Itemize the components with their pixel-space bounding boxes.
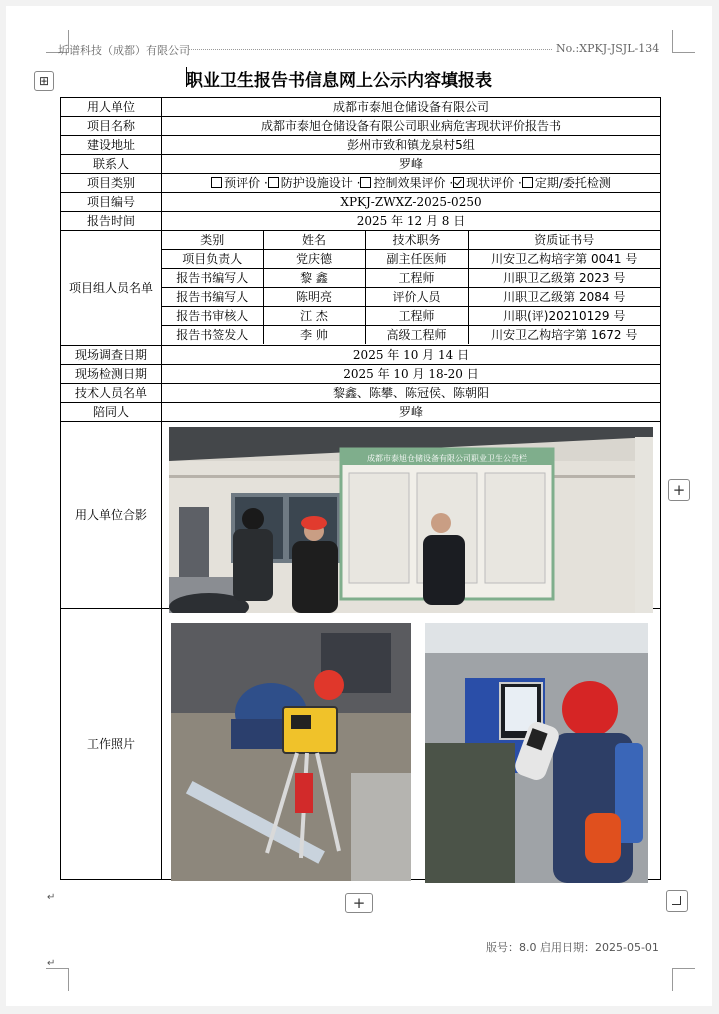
table-row (61, 212, 661, 231)
address-label[interactable]: 建设地址 (61, 136, 162, 155)
team-title[interactable]: 评价人员 (365, 288, 468, 307)
margin-corner-bottom-right (672, 968, 695, 991)
team-role[interactable]: 报告书签发人 (162, 326, 263, 345)
team-header-cert[interactable]: 资质证书号 (468, 231, 660, 250)
team-name[interactable]: 陈明亮 (263, 288, 365, 307)
group-photo-illustration (169, 427, 653, 613)
add-row-icon[interactable]: + (345, 893, 373, 913)
group-photo-label[interactable]: 用人单位合影 (61, 422, 162, 609)
table-row (61, 117, 661, 136)
page-title[interactable]: 职业卫生报告书信息网上公示内容填报表 (186, 71, 492, 91)
employer-value[interactable]: 成都市泰旭仓储设备有限公司 (162, 98, 661, 117)
report-time-label[interactable]: 报告时间 (61, 212, 162, 231)
category-option-periodic[interactable]: · 定期/委托检测 (517, 175, 611, 190)
checkbox-icon[interactable] (268, 177, 279, 188)
team-name[interactable]: 党庆德 (263, 250, 365, 269)
table-row (61, 231, 661, 346)
category-label[interactable]: 项目类别 (61, 174, 162, 193)
table-row (61, 174, 661, 193)
team-title[interactable]: 工程师 (365, 269, 468, 288)
test-date-label[interactable]: 现场检测日期 (61, 365, 162, 384)
checkbox-icon[interactable] (211, 177, 222, 188)
team-label[interactable]: 项目组人员名单 (61, 231, 162, 346)
work-photo-1-illustration (171, 623, 411, 881)
project-name-label[interactable]: 项目名称 (61, 117, 162, 136)
team-cert[interactable]: 川安卫乙构培字第 0041 号 (468, 250, 660, 269)
group-photo-image[interactable] (169, 427, 653, 613)
table-row (61, 193, 661, 212)
table-row (61, 365, 661, 384)
survey-date-value[interactable]: 2025 年 10 月 14 日 (162, 346, 661, 365)
header-doc-number: No.:XPKJ-JSJL-134 (556, 42, 660, 55)
table-move-handle-icon[interactable]: ⊞ (34, 71, 54, 91)
test-date-value[interactable]: 2025 年 10 月 18-20 日 (162, 365, 661, 384)
table-row (61, 346, 661, 365)
project-no-label[interactable]: 项目编号 (61, 193, 162, 212)
project-no-value[interactable]: XPKJ-ZWXZ-2025-0250 (162, 193, 661, 212)
category-options (162, 174, 661, 193)
tech-staff-label[interactable]: 技术人员名单 (61, 384, 162, 403)
margin-corner-top-right (672, 30, 695, 53)
category-option-control[interactable]: · 控制效果评价 (356, 175, 446, 190)
survey-date-label[interactable]: 现场调查日期 (61, 346, 162, 365)
team-row (162, 288, 660, 307)
add-column-icon[interactable]: + (668, 479, 690, 501)
contact-label[interactable]: 联系人 (61, 155, 162, 174)
work-photo-2-illustration (425, 623, 648, 883)
checkbox-icon[interactable] (522, 177, 533, 188)
team-table (162, 231, 660, 344)
checkbox-icon[interactable] (360, 177, 371, 188)
escort-value[interactable]: 罗峰 (162, 403, 661, 422)
team-title[interactable]: 工程师 (365, 307, 468, 326)
team-row (162, 269, 660, 288)
team-name[interactable]: 李 帅 (263, 326, 365, 345)
project-name-value[interactable]: 成都市泰旭仓储设备有限公司职业病危害现状评价报告书 (162, 117, 661, 136)
board-title: 成都市泰旭仓储设备有限公司职业卫生公告栏 (367, 454, 527, 463)
team-name[interactable]: 黎 鑫 (263, 269, 365, 288)
team-cert[interactable]: 川安卫乙构培字第 1672 号 (468, 326, 660, 345)
paragraph-mark-icon: ↵ (47, 892, 56, 903)
header-divider (188, 49, 552, 50)
address-value[interactable]: 彭州市致和镇龙泉村5组 (162, 136, 661, 155)
tech-staff-value[interactable]: 黎鑫、陈攀、陈冠侯、陈朝阳 (162, 384, 661, 403)
team-header-name[interactable]: 姓名 (263, 231, 365, 250)
margin-corner-bottom-left (46, 968, 69, 991)
checkbox-checked-icon[interactable] (453, 177, 464, 188)
table-row (61, 384, 661, 403)
table-row (61, 403, 661, 422)
table-row (61, 155, 661, 174)
team-row (162, 250, 660, 269)
employer-label[interactable]: 用人单位 (61, 98, 162, 117)
team-role[interactable]: 报告书编写人 (162, 269, 263, 288)
table-row (61, 136, 661, 155)
team-title[interactable]: 高级工程师 (365, 326, 468, 345)
team-header-title[interactable]: 技术职务 (365, 231, 468, 250)
work-photo-label[interactable]: 工作照片 (61, 609, 162, 880)
work-photo-2-image[interactable] (425, 623, 648, 883)
team-cell (162, 231, 661, 346)
category-option-current[interactable]: · 现状评价 (449, 175, 515, 190)
report-time-value[interactable]: 2025 年 12 月 8 日 (162, 212, 661, 231)
category-option-pre[interactable]: 预评价 (211, 176, 260, 190)
team-cert[interactable]: 川职(评)20210129 号 (468, 307, 660, 326)
table-resize-handle-icon[interactable] (666, 890, 688, 912)
paragraph-mark-icon: ↵ (47, 958, 56, 969)
team-title[interactable]: 副主任医师 (365, 250, 468, 269)
team-role[interactable]: 报告书审核人 (162, 307, 263, 326)
team-row (162, 326, 660, 345)
team-role[interactable]: 报告书编写人 (162, 288, 263, 307)
escort-label[interactable]: 陪同人 (61, 403, 162, 422)
team-row (162, 307, 660, 326)
team-cert[interactable]: 川职卫乙级第 2023 号 (468, 269, 660, 288)
work-photo-1-image[interactable] (171, 623, 411, 881)
header-company: 圻谱科技（成都）有限公司 (58, 44, 190, 57)
contact-value[interactable]: 罗峰 (162, 155, 661, 174)
team-name[interactable]: 江 杰 (263, 307, 365, 326)
team-cert[interactable]: 川职卫乙级第 2084 号 (468, 288, 660, 307)
category-option-design[interactable]: · 防护设施设计 (263, 175, 353, 190)
team-header-row (162, 231, 660, 250)
team-header-role[interactable]: 类别 (162, 231, 263, 250)
footer-version: 版号：8.0 启用日期：2025-05-01 (486, 941, 659, 954)
table-row (61, 98, 661, 117)
team-role[interactable]: 项目负责人 (162, 250, 263, 269)
